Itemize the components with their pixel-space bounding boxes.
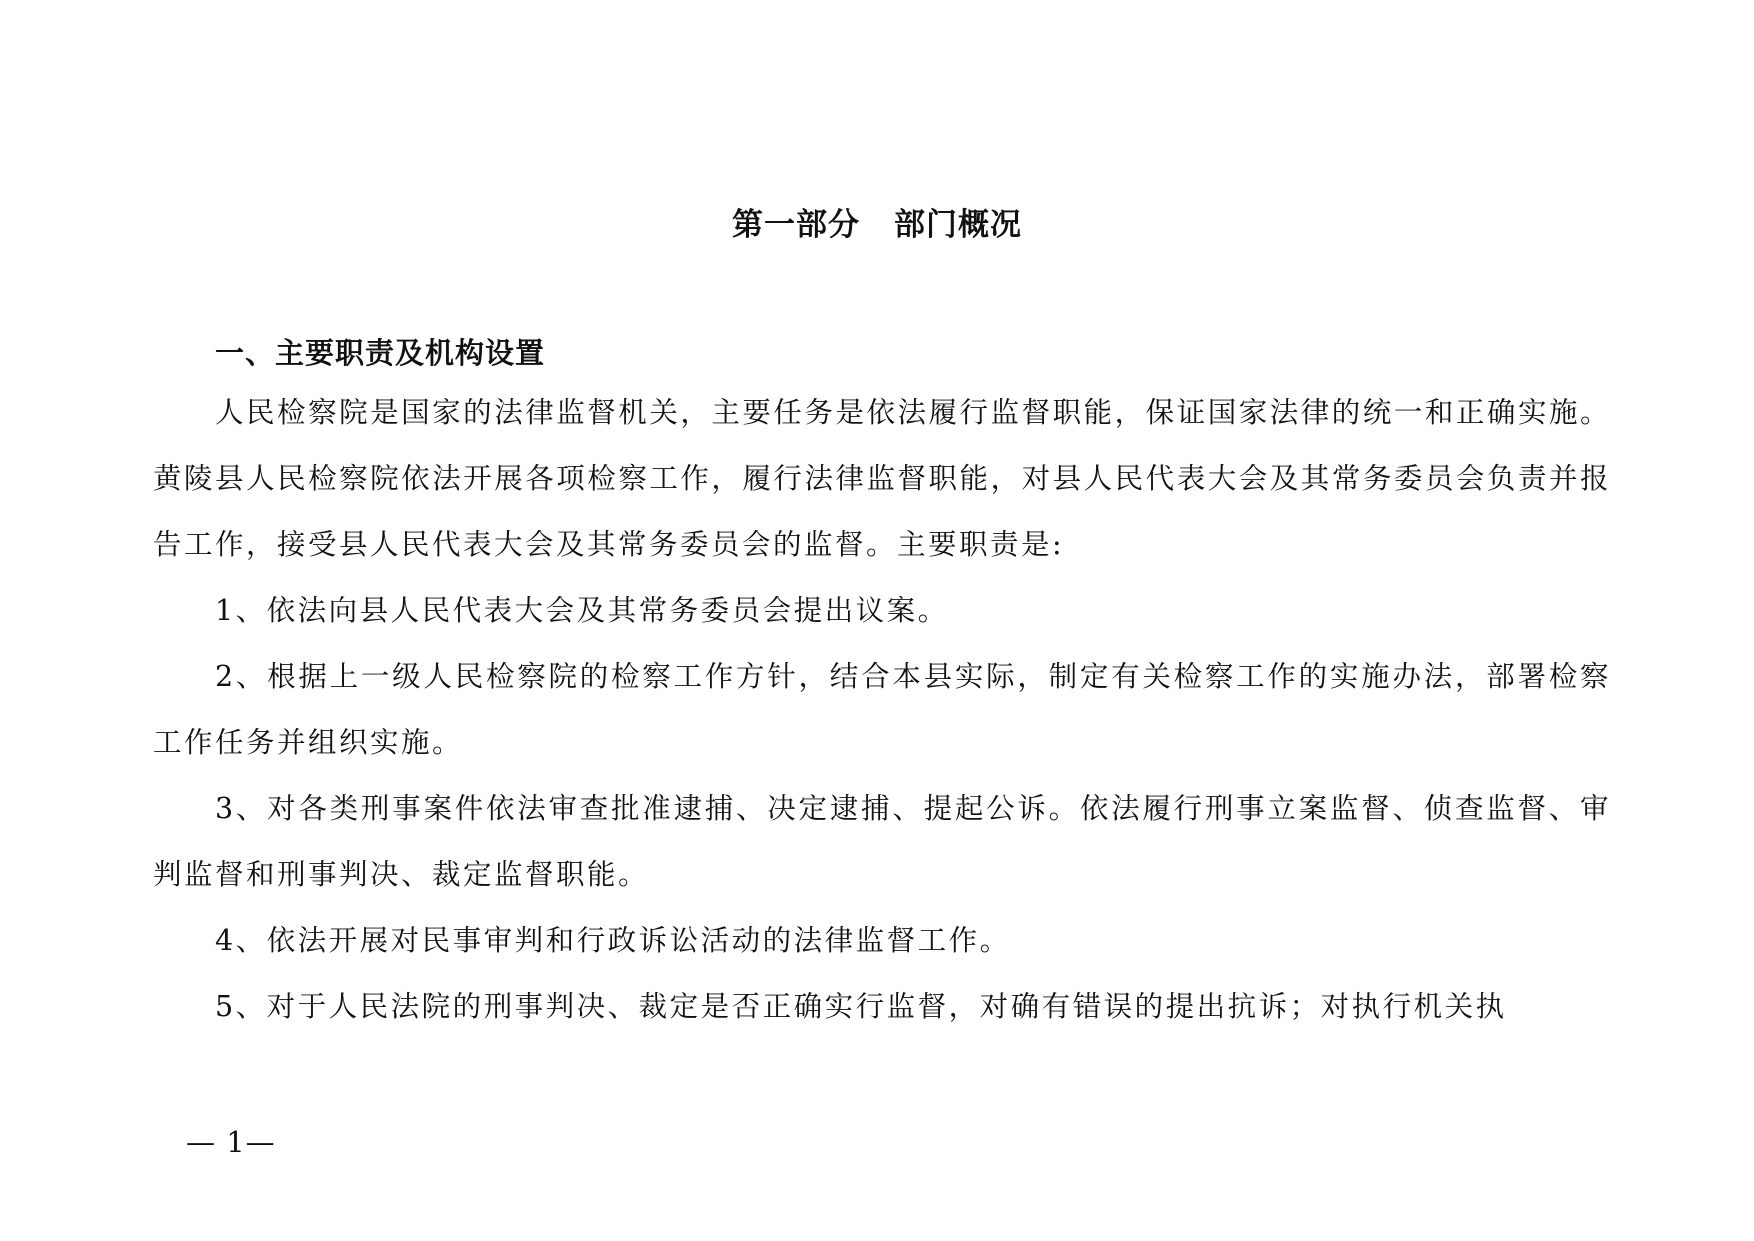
duty-item-4: 4、依法开展对民事审判和行政诉讼活动的法律监督工作。 <box>215 924 1011 957</box>
page-title <box>0 205 1754 245</box>
duty-item-5: 5、对于人民法院的刑事判决、裁定是否正确实行监督，对确有错误的提出抗诉；对执行机关执 <box>215 990 1507 1023</box>
section-heading: 一、主要职责及机构设置 <box>215 336 546 370</box>
duty-item-1: 1、依法向县人民代表大会及其常务委员会提出议案。 <box>215 594 949 627</box>
title-name-label: 部门概况 <box>894 207 1022 243</box>
title-part-label: 第一部分 <box>732 207 860 243</box>
document-body <box>153 334 1611 1040</box>
duty-item-3: 3、对各类刑事案件依法审查批准逮捕、决定逮捕、提起公诉。依法履行刑事立案监督、侦查监督、审判监督和刑事判决、裁定监督职能。 <box>153 792 1611 891</box>
intro-paragraph: 人民检察院是国家的法律监督机关，主要任务是依法履行监督职能，保证国家法律的统一和正确实施。黄陵县人民检察院依法开展各项检察工作，履行法律监督职能，对县人民代表大会及其常务委员会负责并报告工作，接受县人民代表大会及其常务委员会的监督。主要职责是: <box>153 396 1611 561</box>
duty-item-2: 2、根据上一级人民检察院的检察工作方针，结合本县实际，制定有关检察工作的实施办法，部署检察工作任务并组织实施。 <box>153 660 1611 759</box>
page-number: — 1— <box>186 1125 276 1159</box>
